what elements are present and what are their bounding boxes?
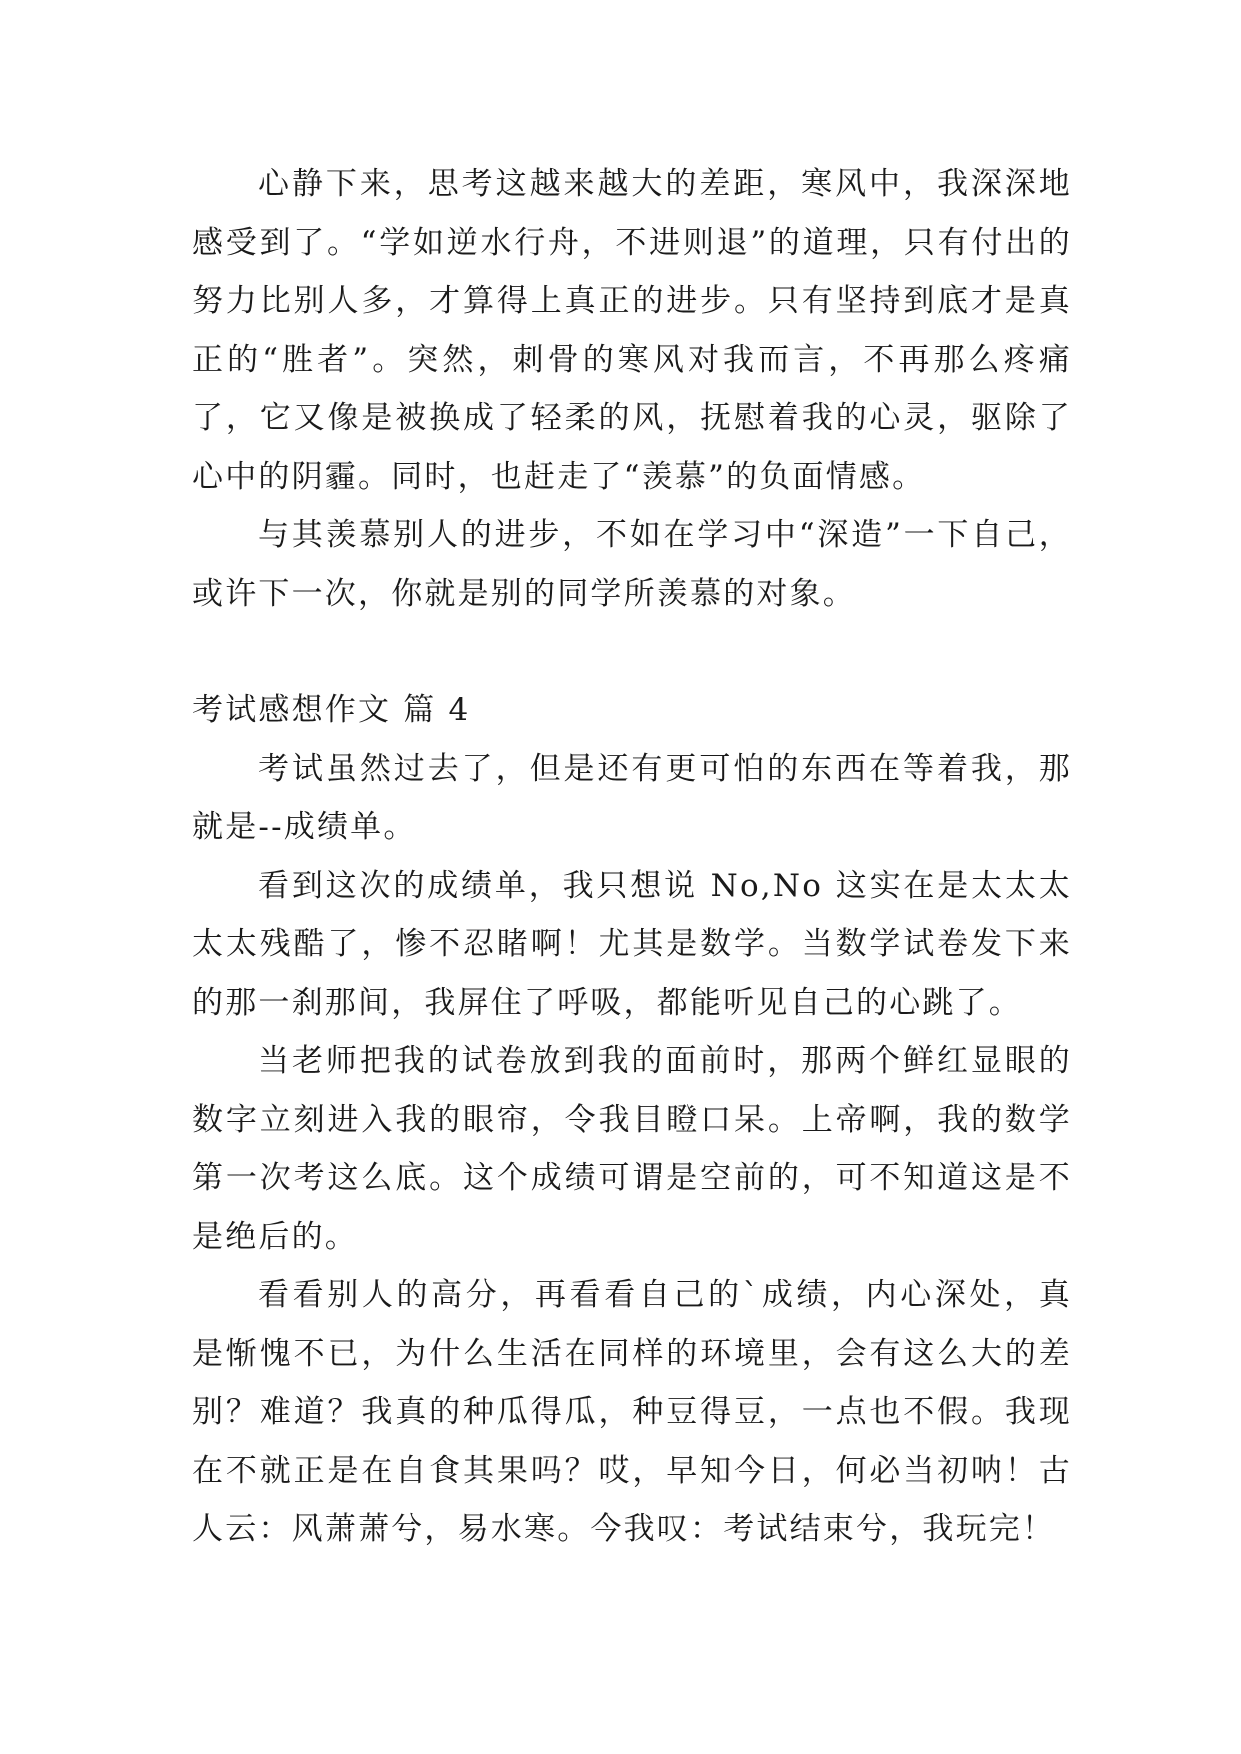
paragraph: 考试虽然过去了，但是还有更可怕的东西在等着我，那就是--成绩单。	[192, 750, 1072, 845]
section-heading: 考试感想作文 篇 4	[192, 692, 471, 728]
paragraph: 看看别人的高分，再看看自己的`成绩，内心深处，真是惭愧不已，为什么生活在同样的环境里，会有这么大的差别？难道？我真的种瓜得瓜，种豆得豆，一点也不假。我现在不就正是在自食其果吗？哎，早知今日，何必当初呐！古人云：风萧萧兮，易水寒。今我叹：考试结束兮，我玩完！	[192, 1277, 1072, 1547]
section-spacer	[192, 623, 1072, 681]
paragraph: 心静下来，思考这越来越大的差距，寒风中，我深深地感受到了。“学如逆水行舟，不进则退”的道理，只有付出的努力比别人多，才算得上真正的进步。只有坚持到底才是真正的“胜者”。突然，刺骨的寒风对我而言，不再那么疼痛了，它又像是被换成了轻柔的风，抚慰着我的心灵，驱除了心中的阴霾。同时，也赶走了“羡慕”的负面情感。	[192, 166, 1072, 495]
document-body	[192, 155, 1072, 1559]
paragraph: 当老师把我的试卷放到我的面前时，那两个鲜红显眼的数字立刻进入我的眼帘，令我目瞪口呆。上帝啊，我的数学第一次考这么底。这个成绩可谓是空前的，可不知道这是不是绝后的。	[192, 1043, 1072, 1255]
paragraph: 与其羡慕别人的进步，不如在学习中“深造”一下自己，或许下一次，你就是别的同学所羡慕的对象。	[192, 517, 1072, 612]
paragraph: 看到这次的成绩单，我只想说 No,No 这实在是太太太太太残酷了，惨不忍睹啊！尤其是数学。当数学试卷发下来的那一刹那间，我屏住了呼吸，都能听见自己的心跳了。	[192, 867, 1072, 1021]
